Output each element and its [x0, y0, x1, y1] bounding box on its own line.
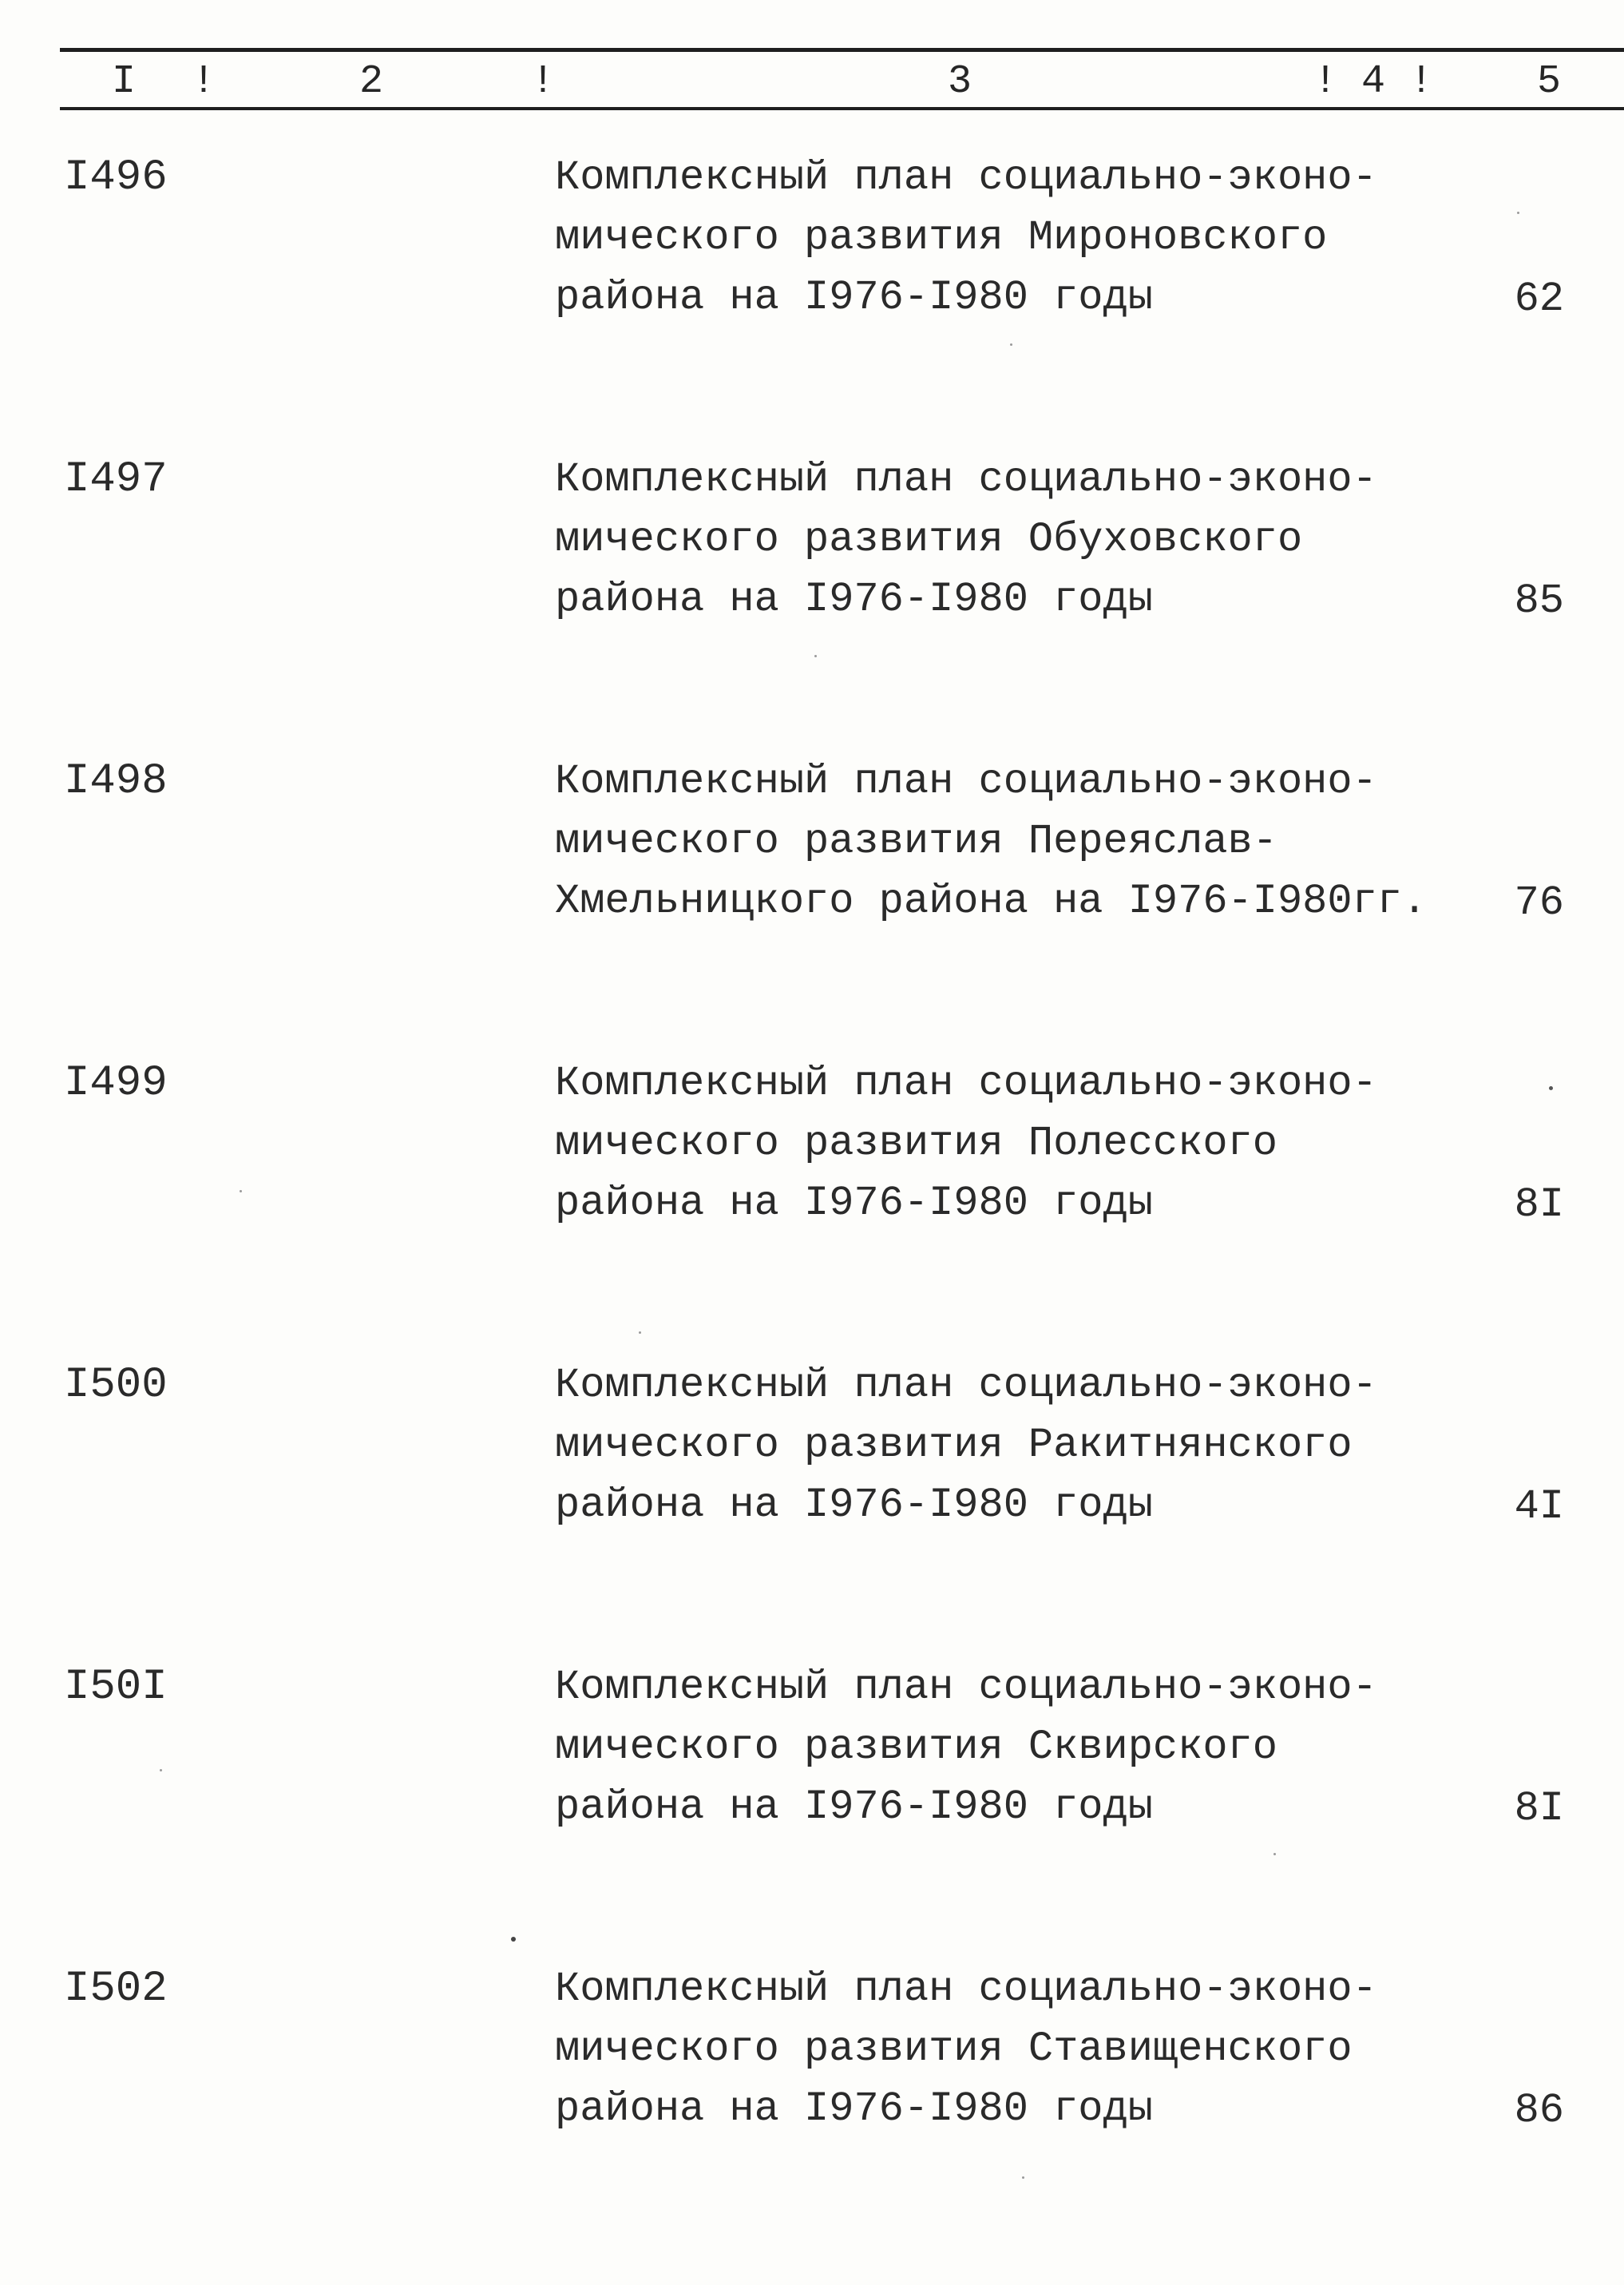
inventory-entry — [0, 148, 1624, 347]
entry-title — [555, 148, 1433, 327]
entry-title-line: мического развития Обуховского — [555, 516, 1303, 563]
entry-title-line: мического развития Мироновского — [555, 214, 1328, 261]
entry-title-line: мического развития Полесского — [555, 1120, 1277, 1167]
scan-speck — [1022, 2176, 1024, 2179]
entry-number: I502 — [64, 1965, 168, 2013]
entry-title-line: Комплексный план социально-эконо- — [555, 154, 1377, 201]
header-col-3: 3 — [948, 59, 972, 105]
entry-title-line: мического развития Ракитнянского — [555, 1422, 1353, 1469]
entry-sheet-count: 8I — [1514, 1181, 1564, 1228]
entry-sheet-count: 86 — [1514, 2087, 1564, 2134]
entry-number: I497 — [64, 455, 168, 504]
entry-title-line: района на I976-I980 годы — [555, 2085, 1153, 2132]
entry-title-line: Комплексный план социально-эконо- — [555, 1362, 1377, 1409]
inventory-entry — [0, 1959, 1624, 2159]
header-separator-1: ! — [192, 59, 216, 105]
entry-title-line: района на I976-I980 годы — [555, 1482, 1153, 1529]
entry-title-line: Комплексный план социально-эконо- — [555, 456, 1377, 503]
scan-speck — [1010, 343, 1012, 346]
entry-title-line: района на I976-I980 годы — [555, 274, 1153, 321]
entry-title — [555, 1657, 1433, 1837]
entry-title-line: района на I976-I980 годы — [555, 1180, 1153, 1227]
header-col-4: ! 4 ! — [1313, 59, 1434, 105]
entry-number: I50I — [64, 1663, 168, 1712]
scan-speck — [1549, 1086, 1553, 1090]
entry-title-line: Хмельницкого района на I976-I980гг. — [555, 878, 1428, 925]
entry-title — [555, 1959, 1433, 2139]
entry-sheet-count: 8I — [1514, 1785, 1564, 1832]
entry-number: I498 — [64, 757, 168, 806]
entry-title — [555, 1053, 1433, 1233]
inventory-entry — [0, 1355, 1624, 1555]
entry-title-line: мического развития Сквирского — [555, 1724, 1277, 1771]
scan-speck — [1517, 212, 1519, 214]
entry-title-line: района на I976-I980 годы — [555, 1783, 1153, 1831]
entry-title-line: мического развития Ставищенского — [555, 2025, 1353, 2073]
scan-speck — [639, 1331, 641, 1334]
scan-speck — [511, 1937, 516, 1942]
inventory-entry — [0, 1657, 1624, 1857]
entry-number: I499 — [64, 1059, 168, 1108]
inventory-entry — [0, 752, 1624, 951]
header-top-rule — [60, 48, 1624, 52]
scan-speck — [814, 655, 817, 657]
header-col-5: 5 — [1537, 59, 1562, 105]
entry-number: I496 — [64, 153, 168, 202]
scan-speck — [1273, 1853, 1276, 1855]
entry-sheet-count: 4I — [1514, 1483, 1564, 1530]
entry-title-line: Комплексный план социально-эконо- — [555, 758, 1377, 805]
scan-speck — [160, 1769, 162, 1771]
entry-title-line: мического развития Переяслав- — [555, 818, 1277, 865]
inventory-entry — [0, 1053, 1624, 1253]
header-col-2: 2 — [359, 59, 384, 105]
inventory-entry — [0, 450, 1624, 649]
entry-sheet-count: 62 — [1514, 276, 1564, 323]
entry-number: I500 — [64, 1361, 168, 1410]
scan-speck — [240, 1190, 242, 1192]
entry-title-line: Комплексный план социально-эконо- — [555, 1060, 1377, 1107]
entry-title-line: Комплексный план социально-эконо- — [555, 1664, 1377, 1711]
header-separator-2: ! — [531, 59, 556, 105]
entry-sheet-count: 76 — [1514, 879, 1564, 926]
entry-sheet-count: 85 — [1514, 577, 1564, 625]
entry-title — [555, 450, 1433, 629]
entry-title-line: Комплексный план социально-эконо- — [555, 1966, 1377, 2013]
entry-title-line: района на I976-I980 годы — [555, 576, 1153, 623]
header-bottom-rule — [60, 107, 1624, 110]
header-col-1: I — [112, 59, 137, 105]
entry-title — [555, 1355, 1433, 1535]
entry-title — [555, 752, 1433, 931]
